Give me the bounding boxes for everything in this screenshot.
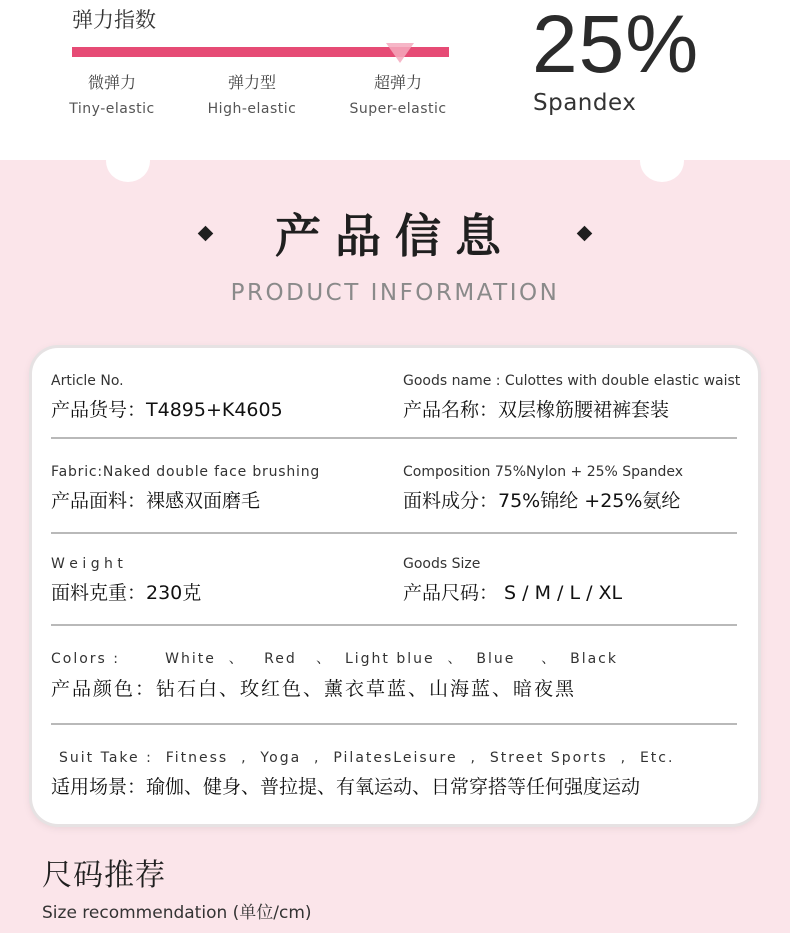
level-en: Tiny-elastic — [69, 101, 155, 117]
section-subtitle: PRODUCT INFORMATION — [230, 280, 560, 306]
level-en: High-elastic — [207, 101, 297, 117]
decor-circle-left — [106, 140, 150, 182]
goods-size — [403, 556, 622, 605]
colors — [51, 648, 618, 701]
goods-size-en: Goods Size — [403, 556, 481, 572]
fabric-en: Fabric:Naked double face brushing — [51, 464, 321, 480]
elasticity-title: 弹力指数 — [72, 8, 156, 32]
level-cn: 弹力型 — [227, 73, 276, 92]
level-en: Super-elastic — [349, 101, 447, 117]
goods-name-en: Goods name : Culottes with double elastic waist — [403, 373, 741, 389]
fabric — [51, 464, 320, 513]
colors-cn: 产品颜色：钻石白、玫红色、薰衣草蓝、山海蓝、暗夜黑 — [51, 678, 577, 700]
weight — [51, 556, 201, 605]
row-divider — [51, 532, 737, 534]
article-no-en: Article No. — [51, 373, 124, 389]
composition — [403, 464, 683, 513]
weight-en: W e i g h t — [51, 556, 123, 572]
weight-cn: 面料克重：230克 — [51, 582, 202, 604]
decor-circle-right — [640, 140, 684, 182]
level-cn: 超弹力 — [373, 73, 422, 92]
fabric-cn: 产品面料：裸感双面磨毛 — [51, 490, 261, 512]
row-divider — [51, 437, 737, 439]
suit-take — [51, 750, 674, 799]
elasticity-level-tiny — [42, 70, 182, 117]
composition-en: Composition 75%Nylon + 25% Spandex — [403, 464, 684, 480]
article-no — [51, 373, 283, 422]
goods-name — [403, 373, 740, 422]
row-divider — [51, 624, 737, 626]
section-title: 产品信息 — [275, 209, 515, 263]
elasticity-panel — [0, 0, 790, 160]
elasticity-marker-icon — [386, 43, 414, 63]
elasticity-level-high — [182, 70, 322, 117]
level-cn: 微弹力 — [87, 73, 136, 92]
elasticity-level-super — [328, 70, 468, 117]
goods-size-cn: 产品尺码： S / M / L / XL — [403, 582, 623, 604]
row-divider — [51, 723, 737, 725]
size-recommendation-title: 尺码推荐 — [42, 858, 166, 893]
colors-en: Colors : White 、 Red 、 Light blue 、 Blue 、 Black — [51, 651, 618, 667]
spandex-label: Spandex — [533, 90, 637, 116]
size-recommendation-subtitle: Size recommendation (单位/cm) — [42, 903, 312, 923]
suit-take-cn: 适用场景：瑜伽、健身、普拉提、有氧运动、日常穿搭等任何强度运动 — [51, 776, 641, 798]
suit-take-en: Suit Take : Fitness , Yoga , PilatesLeisure , Street Sports , Etc. — [59, 750, 675, 766]
article-no-cn: 产品货号：T4895+K4605 — [51, 399, 283, 421]
composition-cn: 面料成分：75%锦纶 +25%氨纶 — [403, 490, 681, 512]
goods-name-cn: 产品名称：双层橡筋腰裙裤套装 — [403, 399, 670, 421]
spandex-percent: 25% — [532, 0, 700, 90]
